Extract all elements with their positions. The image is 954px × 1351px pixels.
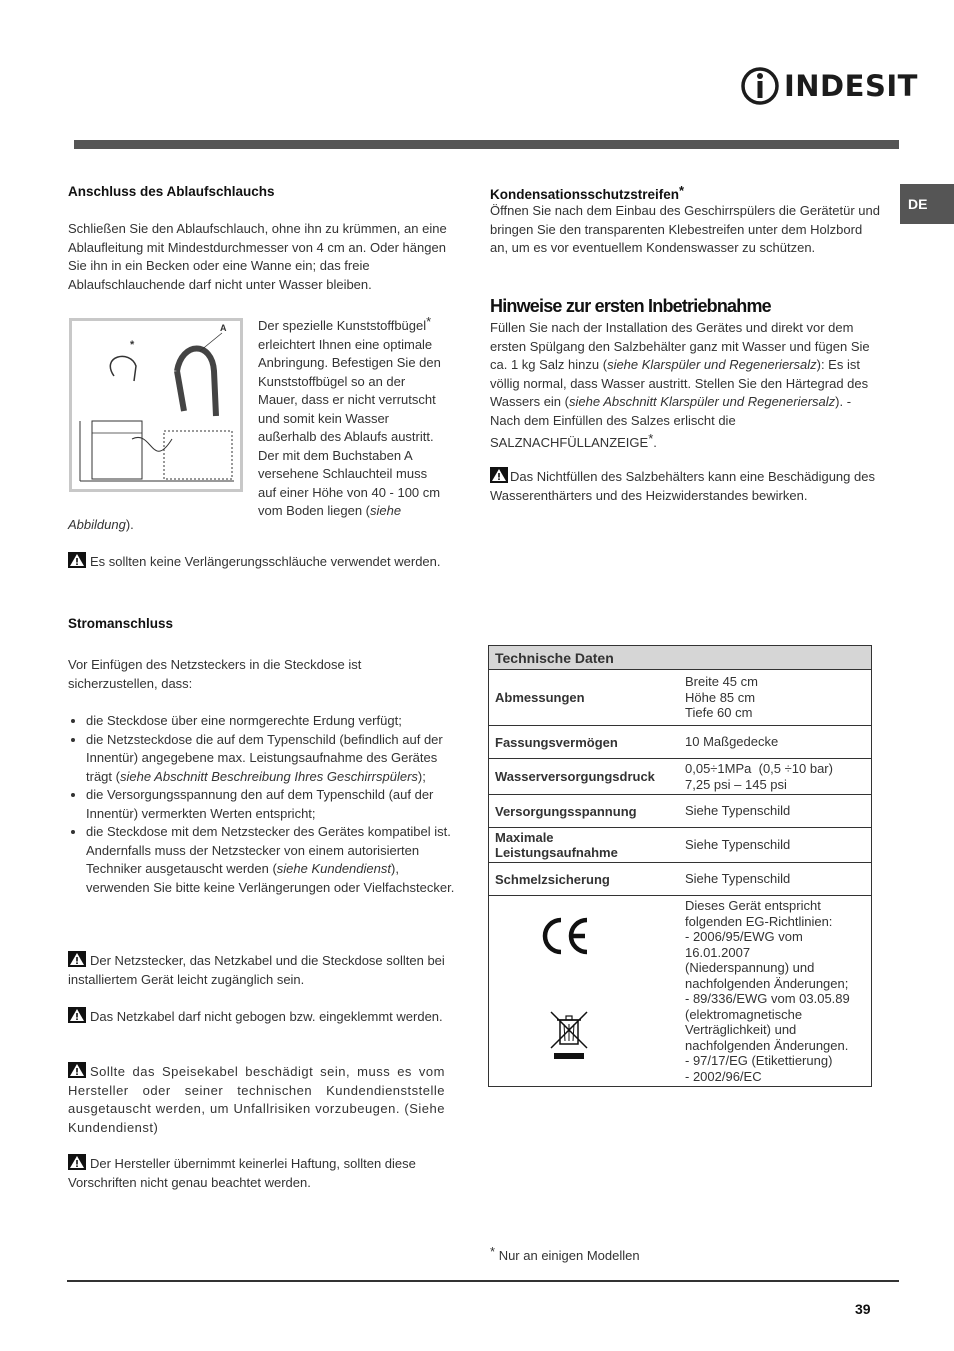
row-label: Wasserversorgungsdruck [489, 759, 680, 795]
directive-line: - 2006/95/EWG vom [685, 929, 803, 944]
list-item-text: die Versorgungsspannung den auf dem Typenschild (auf der Innentür) vermerkten Werten entspricht; [86, 787, 434, 821]
label-line: Leistungsaufnahme [495, 845, 618, 860]
warning-icon [68, 1062, 86, 1078]
directive-line: Verträglichkeit) und [685, 1022, 797, 1037]
tech-data-table [488, 645, 872, 1087]
certification-marks [489, 896, 680, 1087]
table-row [489, 759, 872, 795]
power-intro: Vor Einfügen des Netzsteckers in die Steckdose ist sicherzustellen, dass: [68, 657, 362, 691]
row-label: Fassungsvermögen [489, 726, 680, 759]
brand-name: INDESIT [784, 69, 918, 103]
power-warning-1 [68, 951, 448, 989]
power-warning-4 [68, 1154, 448, 1192]
warning-icon [68, 951, 86, 967]
first-use-text: ): Es ist völlig normal, dass Wasser austritt. Stellen Sie den Härtegrad des Wassers ein ( [490, 357, 869, 409]
row-value: 10 Maßgedecke [679, 726, 872, 759]
warning-text: Das Nichtfüllen des Salzbehälters kann eine Beschädigung des Wasserenthärters und des Heizwiderstandes bewirken. [490, 469, 875, 503]
directive-line: - 2002/96/EC [685, 1068, 762, 1084]
directive-line: 16.01.2007 [685, 944, 751, 960]
first-use-reference: siehe Abschnitt Klarspüler und Regeneriersalz [568, 394, 836, 409]
value-line: Tiefe 60 cm [685, 705, 753, 721]
directive-line: (elektromagnetische [685, 1006, 803, 1022]
indesit-logo [740, 64, 918, 108]
ce-mark-icon [539, 916, 591, 956]
bracket-end: ). [125, 517, 134, 532]
list-item-reference: siehe Kundendienst [276, 861, 391, 876]
footnote-star: * [426, 314, 432, 329]
list-item [86, 731, 458, 787]
first-use-text: ). - Nach dem Einfüllen des Salzes erlischt die SALZNACHFÜLLANZEIGE [490, 394, 852, 450]
table-row [489, 726, 872, 759]
figure-label-star: * [130, 339, 135, 351]
row-value: Siehe Typenschild [679, 863, 872, 896]
first-use-text: . [653, 435, 657, 450]
language-tab: DE [900, 184, 954, 224]
list-item-text: ); [417, 768, 426, 784]
table-row [489, 670, 872, 726]
first-use-heading: Hinweise zur ersten Inbetriebnahme [490, 296, 771, 316]
directive-line: Dieses Gerät entspricht [685, 898, 821, 913]
footnote-star: * [490, 1244, 496, 1259]
directive-line: - 97/17/EG (Etikettierung) [685, 1053, 833, 1068]
drain-hose-illustration [72, 321, 240, 489]
row-label [489, 828, 680, 863]
label-line: Maximale [495, 830, 554, 845]
figure-reference: siehe [370, 503, 402, 518]
list-item-reference: siehe Abschnitt Beschreibung Ihres Geschirrspülers [119, 768, 418, 784]
table-row [489, 795, 872, 828]
directive-line: (Niederspannung) und [685, 960, 815, 975]
warning-icon [68, 552, 86, 568]
drain-paragraph: Schließen Sie den Ablaufschlauch, ohne ihn zu krümmen, an eine Ablaufleitung mit Mindestdurchmesser von 4 cm an. Oder hängen Sie ihn in ein Becken oder eine Wanne ein; das freie Ablaufschlauchende darf nicht unter Wasser bleiben. [68, 221, 447, 292]
drain-warning [68, 552, 448, 572]
list-item-text: die Netzsteckdose die auf dem Typenschild (befindlich auf der Innentür) angegebene max. Leistungsaufnahme des Gerätes trägt ( [86, 731, 443, 784]
list-item-text: die Steckdose über eine normgerechte Erdung verfügt; [86, 713, 402, 728]
row-value [679, 759, 872, 795]
row-value: Siehe Typenschild [679, 795, 872, 828]
list-item [86, 786, 458, 823]
warning-text: Der Hersteller übernimmt keinerlei Haftung, sollten diese Vorschriften nicht genau beachtet werden. [68, 1156, 416, 1190]
directive-line: folgenden EG-Richtlinien: [685, 913, 833, 929]
first-use-warning [490, 467, 882, 505]
table-row [489, 896, 872, 1087]
figure-reference-2: Abbildung [68, 517, 126, 532]
row-value: Siehe Typenschild [679, 828, 872, 863]
value-line: Breite 45 cm [685, 674, 758, 690]
condensation-text: Öffnen Sie nach dem Einbau des Geschirrspülers die Gerätetür und bringen Sie den transparenten Klebestreifen unter dem Holzbord an, um es vor eventuellem Kondenswasser zu schützen. [490, 203, 880, 255]
directive-text [679, 896, 872, 1087]
row-label: Versorgungsspannung [489, 795, 680, 828]
power-heading: Stromanschluss [68, 616, 174, 631]
row-value [679, 670, 872, 726]
warning-icon [68, 1007, 86, 1023]
condensation-heading-text: Kondensationsschutzstreifen [490, 187, 680, 202]
warning-icon [490, 467, 508, 483]
power-checklist [68, 712, 458, 897]
drain-warning-text: Es sollten keine Verlängerungsschläuche verwendet werden. [90, 554, 441, 569]
warning-text: Sollte das Speisekabel beschädigt sein, muss es vom Hersteller oder seiner technischen Kundendienststelle ausgetauscht werden, um Unfallrisiken vorzubeugen. (Siehe Kundendienst) [68, 1064, 445, 1135]
indesit-logo-icon [740, 64, 780, 108]
bracket-paragraph-end [68, 516, 134, 535]
warning-text: Das Netzkabel darf nicht gebogen bzw. eingeklemmt werden. [90, 1009, 443, 1024]
row-label: Abmessungen [489, 670, 680, 726]
drain-hose-figure [69, 318, 243, 492]
footnote-text: Nur an einigen Modellen [498, 1248, 640, 1263]
bracket-text-2: erleichtert Ihnen eine optimale Anbringung. Befestigen Sie den Kunststoffbügel so an der Mauer, dass er nicht verrutscht und somit kein Wasser außerhalb des Ablaufs austritt. Der mit dem Buchstaben A versehene Schlauchteil muss auf einer Höhe von 40 - 100 cm vom Boden liegen ( [258, 336, 441, 518]
warning-text: Der Netzstecker, das Netzkabel und die Steckdose sollten bei installiertem Gerät leicht zugänglich sein. [68, 953, 445, 987]
list-item [86, 712, 458, 731]
weee-bin-icon [549, 1010, 589, 1060]
list-item [86, 823, 458, 897]
directive-line: nachfolgenden Änderungen. [685, 1037, 849, 1053]
table-row [489, 863, 872, 896]
footnote [490, 1243, 640, 1266]
directive-line: - 89/336/EWG vom 03.05.89 [685, 991, 850, 1006]
directive-line: nachfolgenden Änderungen; [685, 975, 849, 991]
footnote-star: * [679, 183, 685, 198]
value-line: 0,05÷1MPa (0,5 ÷10 bar) [685, 761, 833, 776]
first-use-reference: siehe Klarspüler und Regeneriersalz [607, 357, 817, 372]
list-item-text: die Steckdose mit dem Netzstecker des Gerätes kompatibel ist. Andernfalls muss der Netzstecker von einem autorisierten Techniker ausgetauscht werden ( [86, 824, 451, 876]
table-row [489, 828, 872, 863]
footer-rule [67, 1280, 899, 1282]
header-bar [74, 140, 899, 149]
bracket-paragraph [258, 313, 448, 521]
figure-label-a: A [220, 323, 227, 333]
power-warning-3 [68, 1062, 445, 1137]
bracket-text: Der spezielle Kunststoffbügel [258, 318, 427, 333]
list-item-text: ), verwenden Sie bitte keine Verlängerungen oder Vielfachstecker. [86, 861, 455, 895]
page-number: 39 [855, 1301, 871, 1317]
drain-heading: Anschluss des Ablaufschlauchs [68, 184, 275, 199]
first-use-text: Füllen Sie nach der Installation des Gerätes und direkt vor dem ersten Spülgang den Salzbehälter ganz mit Wasser und fügen Sie ca. 1 kg Salz hinzu ( [490, 320, 870, 372]
first-use-paragraph [490, 319, 882, 453]
footnote-star: * [648, 431, 654, 446]
table-title: Technische Daten [489, 646, 872, 670]
value-line: 7,25 psi – 145 psi [685, 776, 787, 792]
value-line: Höhe 85 cm [685, 689, 756, 705]
row-label: Schmelzsicherung [489, 863, 680, 896]
warning-icon [68, 1154, 86, 1170]
power-warning-2 [68, 1007, 448, 1027]
